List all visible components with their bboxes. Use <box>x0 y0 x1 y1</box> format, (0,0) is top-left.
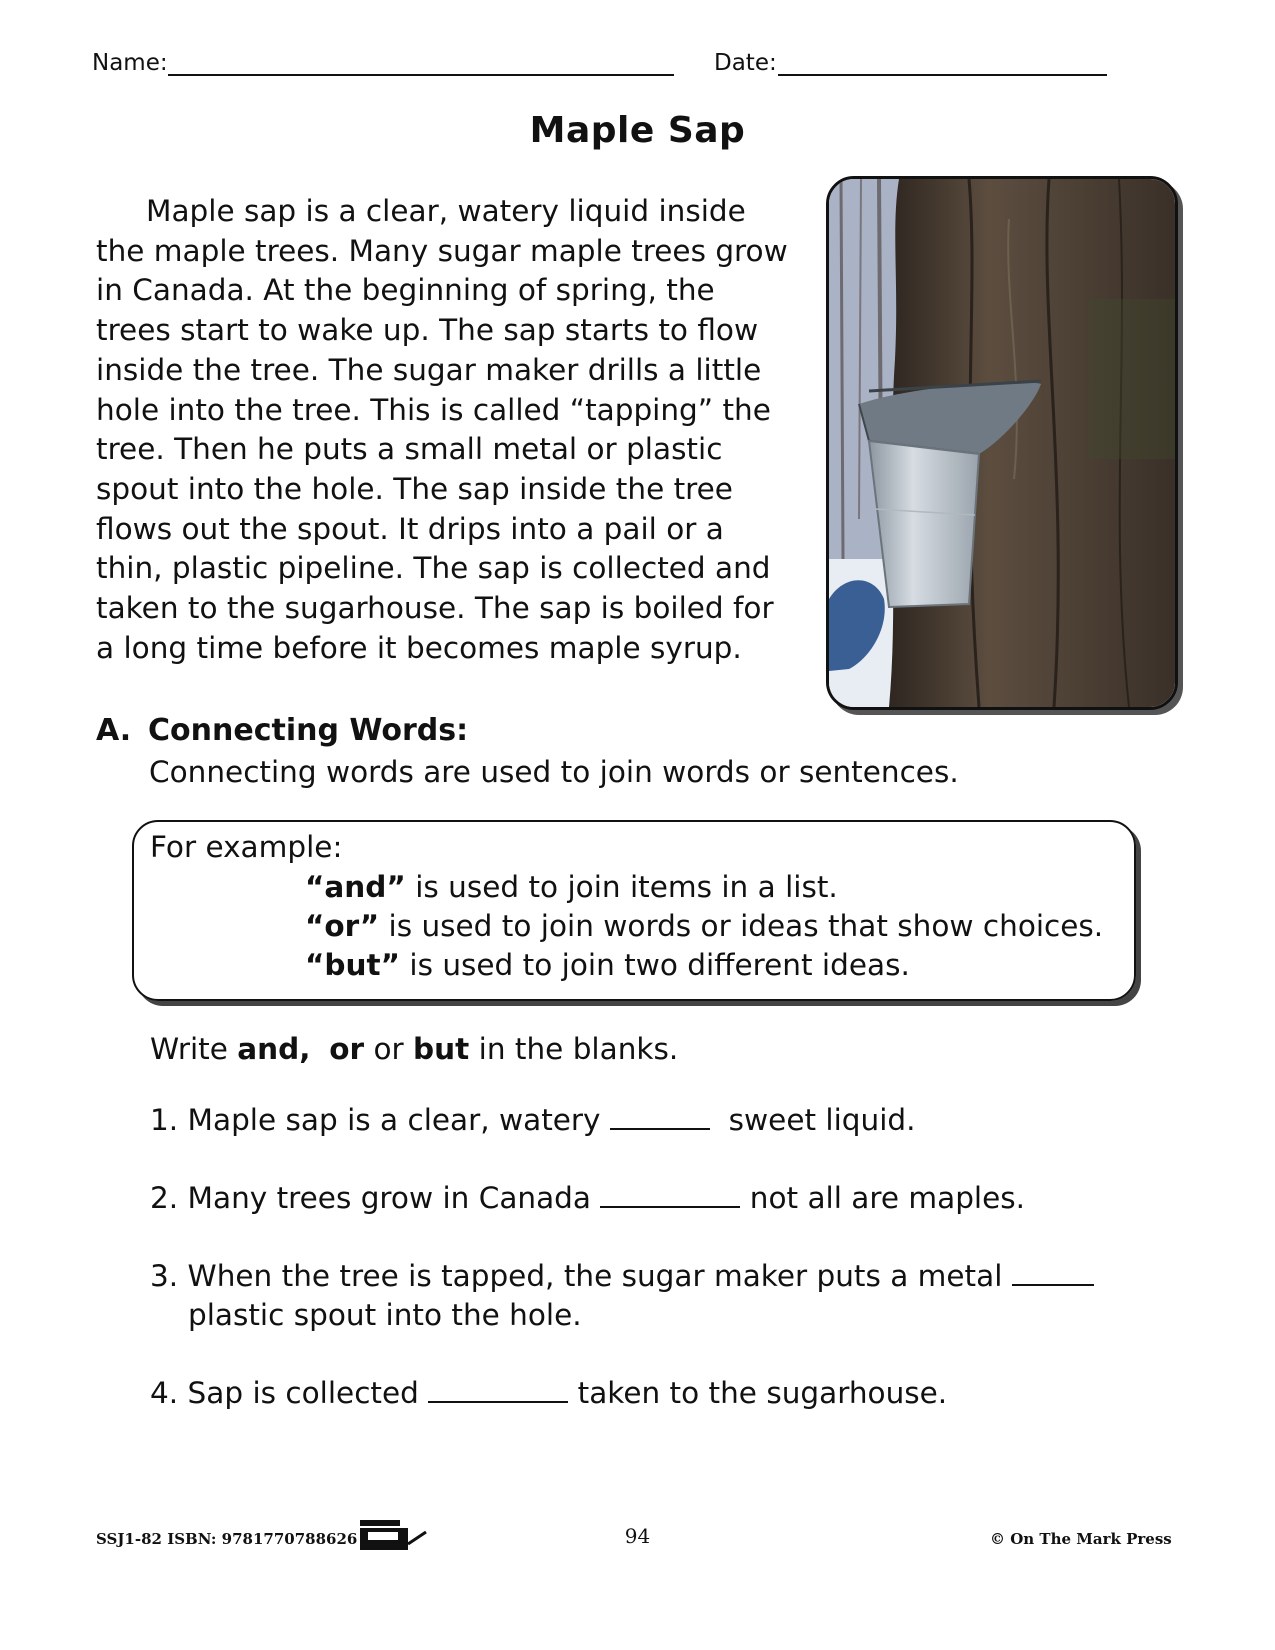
passage-line: trees start to wake up. The sap starts to flow <box>96 313 759 348</box>
instructions-word-or: or <box>329 1032 365 1066</box>
answer-blank[interactable] <box>600 1205 740 1208</box>
section-a-heading <box>96 713 468 748</box>
passage-line: spout into the hole. The sap inside the tree <box>96 471 733 506</box>
answer-blank[interactable] <box>610 1127 710 1130</box>
instructions <box>150 1032 678 1066</box>
example-word: “but” <box>305 948 400 982</box>
question-text: Sap is collected <box>187 1376 419 1410</box>
page-title: Maple Sap <box>529 110 746 151</box>
question-3-line-2: plastic spout into the hole. <box>188 1298 582 1332</box>
instructions-suffix: in the blanks. <box>469 1032 679 1066</box>
instructions-word-and: and, <box>237 1032 311 1066</box>
instructions-prefix: Write <box>150 1032 238 1066</box>
example-word: “or” <box>305 909 380 943</box>
question-4 <box>150 1373 947 1413</box>
section-a-title: Connecting Words: <box>148 713 469 748</box>
example-item-or <box>305 909 1103 943</box>
example-text: is used to join two different ideas. <box>400 948 910 982</box>
passage-line: the maple trees. Many sugar maple trees grow <box>96 233 788 268</box>
question-text: Many trees grow in Canada <box>187 1181 591 1215</box>
passage-line: thin, plastic pipeline. The sap is collected and <box>96 551 771 586</box>
section-a-letter: A. <box>96 713 132 748</box>
passage-line: taken to the sugarhouse. The sap is boiled for <box>96 591 774 626</box>
instructions-word-but: but <box>413 1032 470 1066</box>
maple-tree-bucket-image <box>829 179 1175 707</box>
passage-line: hole into the tree. This is called “tapping” the <box>96 392 771 427</box>
passage-line: Maple sap is a clear, watery liquid inside <box>146 194 746 228</box>
answer-blank[interactable] <box>1012 1283 1094 1286</box>
maple-sap-bucket-photo <box>826 176 1178 710</box>
example-text: is used to join words or ideas that show choices. <box>379 909 1104 943</box>
question-number: 4. <box>150 1376 179 1410</box>
passage-line: flows out the spout. It drips into a pail or a <box>96 511 724 546</box>
passage-line: in Canada. At the beginning of spring, the <box>96 273 715 308</box>
question-1 <box>150 1100 916 1140</box>
question-text: Maple sap is a clear, watery <box>187 1103 601 1137</box>
footer-code: SSJ1-82 ISBN: 9781770788626 <box>96 1530 358 1548</box>
name-label: Name: <box>92 50 168 76</box>
answer-blank[interactable] <box>428 1400 568 1403</box>
question-number: 1. <box>150 1103 179 1137</box>
footer-publisher: © On The Mark Press <box>990 1530 1172 1548</box>
question-2 <box>150 1178 1025 1218</box>
passage-line: inside the tree. The sugar maker drills a little <box>96 352 762 387</box>
question-text: When the tree is tapped, the sugar maker puts a metal <box>187 1259 1003 1293</box>
date-label: Date: <box>714 50 777 76</box>
example-label: For example: <box>150 830 343 864</box>
question-number: 2. <box>150 1181 179 1215</box>
question-number: 3. <box>150 1259 179 1293</box>
instructions-middle: or <box>364 1032 414 1066</box>
name-field[interactable] <box>168 74 674 76</box>
example-word: “and” <box>305 870 406 904</box>
question-3 <box>150 1256 1094 1296</box>
example-item-and <box>305 870 838 904</box>
question-text: sweet liquid. <box>728 1103 916 1137</box>
reading-passage <box>96 192 816 668</box>
date-field[interactable] <box>778 74 1107 76</box>
question-text: not all are maples. <box>749 1181 1026 1215</box>
passage-line: a long time before it becomes maple syrup. <box>96 630 742 665</box>
example-text: is used to join items in a list. <box>405 870 838 904</box>
question-text: taken to the sugarhouse. <box>577 1376 948 1410</box>
page-number: 94 <box>624 1524 651 1548</box>
section-a-description: Connecting words are used to join words or sentences. <box>149 755 959 789</box>
example-item-but <box>305 948 910 982</box>
passage-line: tree. Then he puts a small metal or plastic <box>96 432 723 467</box>
